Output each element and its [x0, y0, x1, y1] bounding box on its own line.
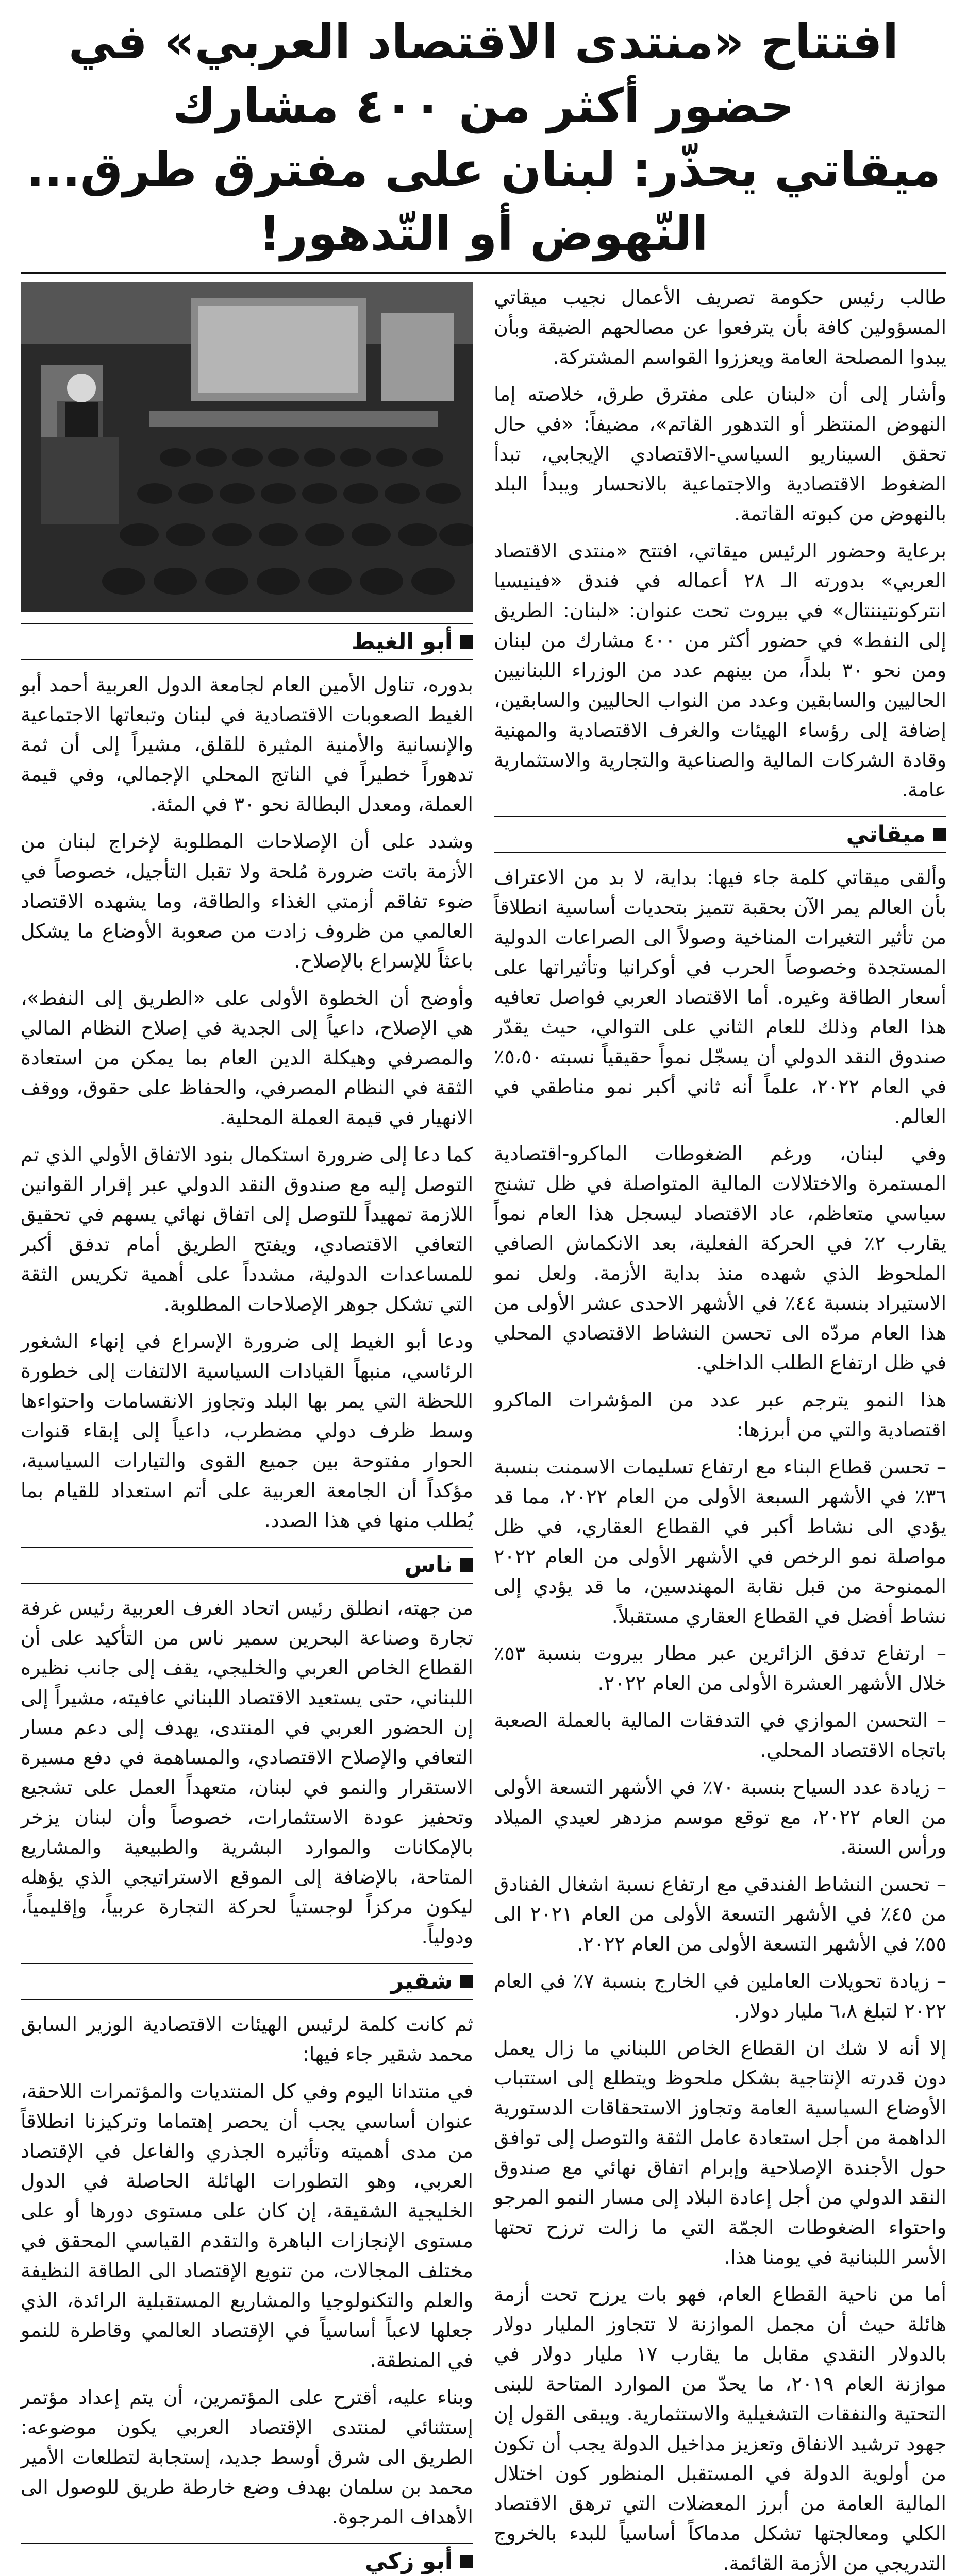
section-heading-nass: [21, 1547, 473, 1584]
intro-paragraph: طالب رئيس حكومة تصريف الأعمال نجيب ميقاتي المسؤولين كافة بأن يترفعوا عن مصالحهم الضيقة وبأن يبدوا المصلحة العامة ويعززوا القواسم المشتركة.: [494, 286, 946, 368]
headline-line-2: ميقاتي يحذّر: لبنان على مفترق طرق... النّهوض أو التّدهور!: [26, 142, 941, 261]
headline-line-1: افتتاح «منتدى الاقتصاد العربي» في حضور أكثر من ٤٠٠ مشارك: [68, 14, 899, 133]
square-bullet-icon: [460, 635, 473, 649]
section-heading-text: ناس: [404, 1552, 453, 1578]
mikati-bullet: – تحسن النشاط الفندقي مع ارتفاع نسبة اشغال الفنادق من ٤٥٪ في الأشهر التسعة الأولى من العام ٢٠٢١ الى ٥٥٪ في الأشهر التسعة الأولى من العام ٢٠٢٢.: [494, 1873, 947, 1955]
gheit-paragraph: ودعا أبو الغيط إلى ضرورة الإسراع في إنهاء الشغور الرئاسي، منبهاً القيادات السياسية الالتفات إلى خطورة اللحظة التي يمر بها البلد وتجاوز الانقسامات واحتواءها وسط ظرف دولي مضطرب، داعياً إلى إبقاء قنوات الحوار مفتوحة بين جميع القوى والتيارات السياسية، مؤكداً أن الجامعة العربية على أتم استعداد للقيام بما يُطلب منها في هذا الصدد.: [21, 1330, 473, 1532]
mikati-bullet: – تحسن قطاع البناء مع ارتفاع تسليمات الاسمنت بنسبة ٣٦٪ في الأشهر السبعة الأولى من العام ٢٠٢٢، مما قد يؤدي الى نشاط أكبر في القطاع العقاري، في ظل مواصلة نمو الرخص في الأشهر الأولى من العام ٢٠٢٢ الممنوحة من قبل نقابة المهندسين، ما قد يؤدي إلى نشاط أفضل في القطاع العقاري مستقبلاً.: [494, 1455, 946, 1628]
section-heading-shoukair: [21, 1963, 473, 2000]
square-bullet-icon: [460, 1975, 473, 1988]
section-heading-mikati: [494, 816, 946, 853]
square-bullet-icon: [933, 828, 946, 841]
section-heading-text: أبو الغيط: [351, 629, 453, 655]
section-heading-text: ميقاتي: [846, 821, 926, 848]
mikati-paragraph: هذا النمو يترجم عبر عدد من المؤشرات الماكرو اقتصادية والتي من أبرزها:: [494, 1388, 946, 1441]
gheit-paragraph: وشدد على أن الإصلاحات المطلوبة لإخراج لبنان من الأزمة باتت ضرورة مُلحة ولا تقبل التأجيل، خصوصاً في ضوء تفاقم أزمتي الغذاء والطاقة، وما يشهده الاقتصاد العالمي من ظروف زادت من صعوبة الأوضاع ما يشكل باعثاً للإسراع بالإصلاح.: [21, 830, 473, 972]
mikati-paragraph: وألقى ميقاتي كلمة جاء فيها: بداية، لا بد من الاعتراف بأن العالم يمر الآن بحقبة تتميز بتحديات أساسية انطلاقاً من تأثير التغيرات المناخية وصولاً الى الصراعات الدولية المستجدة وخصوصاً الحرب في أوكرانيا وتأثيراتها على أسعار الطاقة وغيره. أما الاقتصاد العربي فواصل تعافيه هذا العام وذلك للعام الثاني على التوالي، حيث يقدّر صندوق النقد الدولي أن يسجّل نمواً حقيقياً نسبته ٥،٥٠٪ في العام ٢٠٢٢، علماً أنه ثاني أكبر نمو مناطقي في العالم.: [494, 866, 946, 1128]
left-column: [21, 282, 473, 2576]
square-bullet-icon: [460, 2555, 473, 2568]
shoukair-paragraph: ثم كانت كلمة لرئيس الهيئات الاقتصادية الوزير السابق محمد شقير جاء فيها:: [21, 2013, 473, 2065]
mikati-bullet: – ارتفاع تدفق الزائرين عبر مطار بيروت بنسبة ٥٣٪ خلال الأشهر العشرة الأولى من العام ٢٠٢٢.: [494, 1642, 946, 1694]
headline-rule: [21, 272, 946, 274]
mikati-paragraph: إلا أنه لا شك ان القطاع الخاص اللبناني ما زال يعمل دون قدرته الإنتاجية بشكل ملحوظ ويتطلع إلى استتباب الأوضاع السياسية العامة وتجاوز الاستحقاقات الدستورية الداهمة من أجل استعادة عامل الثقة والتوصل إلى توافق حول الأجندة الإصلاحية وإبرام اتفاق نهائي مع صندوق النقد الدولي من أجل إعادة البلاد إلى مسار النمو المرجو واحتواء الضغوطات الجمّة التي ما زالت ترزح تحتها الأسر اللبنانية في يومنا هذا.: [493, 2037, 946, 2268]
square-bullet-icon: [460, 1558, 473, 1572]
article-columns: [21, 282, 946, 2576]
section-heading-text: أبو زكي: [365, 2548, 453, 2574]
mikati-bullet: – التحسن الموازي في التدفقات المالية بالعملة الصعبة باتجاه الاقتصاد المحلي.: [494, 1709, 946, 1761]
mikati-bullet: – زيادة تحويلات العاملين في الخارج بنسبة ٧٪ في العام ٢٠٢٢ لتبلغ ٦،٨ مليار دولار.: [494, 1970, 946, 2022]
nass-paragraph: من جهته، انطلق رئيس اتحاد الغرف العربية رئيس غرفة تجارة وصناعة البحرين سمير ناس من التأكيد على أن القطاع الخاص العربي والخليجي، يقف إلى جانب نظيره اللبناني، حتى يستعيد الاقتصاد اللبناني عافيته، مشيراً إلى إن الحضور العربي في المنتدى، يهدف إلى دعم مسار التعافي والإصلاح الاقتصادي، والمساهمة في دفع مسيرة الاستقرار والنمو في لبنان، متعهداً العمل على تشجيع وتحفيز عودة الاستثمارات، خصوصاً وأن لبنان يزخر بالإمكانات والموارد البشرية والطبيعية والمشاريع المتاحة، بالإضافة إلى الموقع الاستراتيجي الذي يؤهله ليكون مركزاً لوجستياً لحركة التجارة عربياً، وإقليمياً، ودولياً.: [21, 1597, 473, 1948]
section-heading-text: شقير: [390, 1968, 453, 1994]
intro-paragraph: وأشار إلى أن «لبنان على مفترق طرق، خلاصته إما النهوض المنتظر أو التدهور القاتم»، مضيفاً: «في حال تحقق السيناريو السياسي-الاقتصادي الإيجابي، تبدأ الضغوط الاقتصادية والاجتماعية بالانحسار ويبدأ البلد بالنهوض من كبوته القاتمة.: [494, 383, 946, 525]
section-heading-gheit: [21, 623, 473, 660]
gheit-paragraph: بدوره، تناول الأمين العام لجامعة الدول العربية أحمد أبو الغيط الصعوبات الاقتصادية في لبنان وتبعاتها الاجتماعية والإنسانية والأمنية المثيرة للقلق، مشيراً إلى أن ثمة تدهوراً خطيراً في الناتج المحلي الإجمالي، وفي قيمة العملة، ومعدل البطالة نحو ٣٠ في المئة.: [21, 673, 473, 816]
gheit-paragraph: كما دعا إلى ضرورة استكمال بنود الاتفاق الأولي الذي تم التوصل إليه مع صندوق النقد الدولي عبر إقرار القوانين اللازمة تمهيداً للتوصل إلى اتفاق نهائي يسهم في تحقيق التعافي الاقتصادي، ويفتح الطريق أمام تدفق أكبر للمساعدات الدولية، مشدداً على أهمية تكريس الثقة التي تشكل جوهر الإصلاحات المطلوبة.: [21, 1143, 473, 1315]
conference-hall-photo: [21, 282, 473, 612]
mikati-paragraph: وفي لبنان، ورغم الضغوطات الماكرو-اقتصادية المستمرة والاختلالات المالية المتواصلة في ظل تشنج سياسي متعاظم، عاد الاقتصاد ليسجل هذا العام نمواً يقارب ٢٪ في الحركة الفعلية، بعد الانكماش الصافي الملحوظ الذي شهده منذ بداية الأزمة. ولعل نمو الاستيراد بنسبة ٤٤٪ في الأشهر الاحدى عشر الأولى من هذا العام مردّه الى تحسن النشاط الاقتصادي المحلي في ظل ارتفاع الطلب الداخلي.: [494, 1142, 946, 1374]
shoukair-paragraph: في منتدانا اليوم وفي كل المنتديات والمؤتمرات اللاحقة، عنوان أساسي يجب أن يحصر إهتماما وتركيزنا انطلاقاً من مدى أهميته وتأثيره الجذري والفاعل في الإقتصاد العربي، وهو التطورات الهائلة الحاصلة في الدول الخليجية الشقيقة، إن كان على مستوى دورها أو على مستوى الإنجازات الباهرة والتقدم القياسي المحقق في مختلف المجالات، من تنويع الإقتصاد الى الطاقة النظيفة والعلم والتكنولوجيا والمشاريع المستقبلية الرائدة، الذي جعلها لاعباً أساسياً في الإقتصاد العالمي وقاطرة للنمو في المنطقة.: [21, 2080, 473, 2371]
shoukair-paragraph: وبناء عليه، أقترح على المؤتمرين، أن يتم إعداد مؤتمر إستثنائي لمنتدى الإقتصاد العربي يكون موضوعه: الطريق الى شرق أوسط جديد، إستجابة لتطلعات الأمير محمد بن سلمان بهدف وضع خارطة طريق للوصول الى الأهداف المرجوة.: [21, 2386, 473, 2528]
conference-hall-photo-drawing: [21, 282, 473, 612]
mikati-bullet: – زيادة عدد السياح بنسبة ٧٠٪ في الأشهر التسعة الأولى من العام ٢٠٢٢، مع توقع موسم مزدهر لعيدي الميلاد ورأس السنة.: [494, 1776, 947, 1858]
mikati-paragraph: أما من ناحية القطاع العام، فهو بات يرزح تحت أزمة هائلة حيث أن مجمل الموازنة لا تتجاوز المليار دولار بالدولار النقدي مقابل ما يقارب ١٧ مليار دولار في موازنة العام ٢٠١٩، ما يحدّ من الموارد المتاحة للبنى التحتية والنفقات التشغيلية والاستثمارية. ويبقى القول إن جهود ترشيد الانفاق وتعزيز مداخيل الدولة يجب أن تكون من أولوية الدولة في المستقبل المنظور كون اختلال المالية العامة من أبرز المعضلات التي ترهق الاقتصاد الكلي ومعالجتها تشكل مدماكاً أساسياً للبدء بالخروج التدريجي من الأزمة القائمة.: [494, 2283, 947, 2574]
gheit-paragraph: وأوضح أن الخطوة الأولى على «الطريق إلى النفط»، هي الإصلاح، داعياً إلى الجدية في إصلاح النظام المالي والمصرفي وهيكلة الدين العام بما يمكن من استعادة الثقة في النظام المصرفي، والحفاظ على حقوق، ووقف الانهيار في قيمة العملة المحلية.: [21, 987, 473, 1129]
intro-paragraph: برعاية وحضور الرئيس ميقاتي، افتتح «منتدى الاقتصاد العربي» بدورته الـ ٢٨ أعماله في فندق «فينيسيا انتركونتيننتال» في بيروت تحت عنوان: «لبنان: الطريق إلى النفط» في حضور أكثر من ٤٠٠ مشارك من لبنان ومن نحو ٣٠ بلداً، من بينهم عدد من الوزراء اللبنانيين الحاليين والسابقين وعدد من النواب الحاليين والسابقين، إضافة إلى رؤساء الهيئات والغرف الاقتصادية والمهنية وقادة الشركات المالية والصناعية والتجارية والاستثمارية عامة.: [494, 539, 946, 801]
headline: [21, 10, 946, 266]
right-column: [494, 282, 946, 2576]
section-heading-abouzaki: [21, 2543, 473, 2576]
